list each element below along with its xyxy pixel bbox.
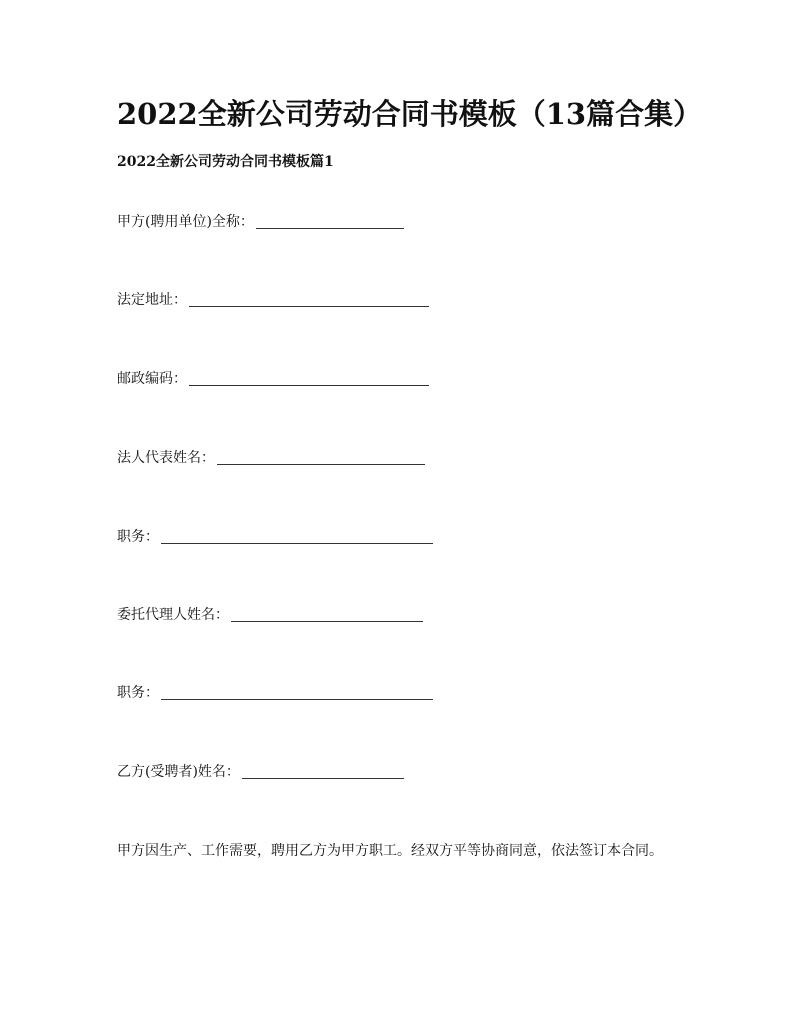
field-label: 职务： [117,529,159,545]
field-label: 邮政编码： [117,371,187,387]
fill-in-blank [231,607,423,622]
fill-in-blank [217,450,425,465]
fill-in-blank [189,292,429,307]
field-label: 委托代理人姓名： [117,607,229,623]
field-legal-address [117,289,429,309]
field-label: 职务： [117,685,159,701]
field-authorized-agent [117,604,423,624]
field-postal-code [117,368,429,388]
fill-in-blank [256,214,404,229]
field-legal-representative [117,447,425,467]
document-title: 2022全新公司劳动合同书模板（13篇合集） [117,97,703,131]
field-position-2 [117,682,433,702]
field-party-a-name [117,211,404,231]
fill-in-blank [161,529,433,544]
fill-in-blank [242,764,404,779]
field-party-b-name [117,761,404,781]
fill-in-blank [189,371,429,386]
field-position-1 [117,526,433,546]
contract-preamble: 甲方因生产、工作需要，聘用乙方为甲方职工。经双方平等协商同意，依法签订本合同。 [117,843,663,859]
fill-in-blank [161,685,433,700]
section-heading: 2022全新公司劳动合同书模板篇1 [117,154,334,170]
field-label: 乙方(受聘者)姓名： [117,764,240,780]
field-label: 法人代表姓名： [117,450,215,466]
field-label: 法定地址： [117,292,187,308]
field-label: 甲方(聘用单位)全称： [117,214,254,230]
